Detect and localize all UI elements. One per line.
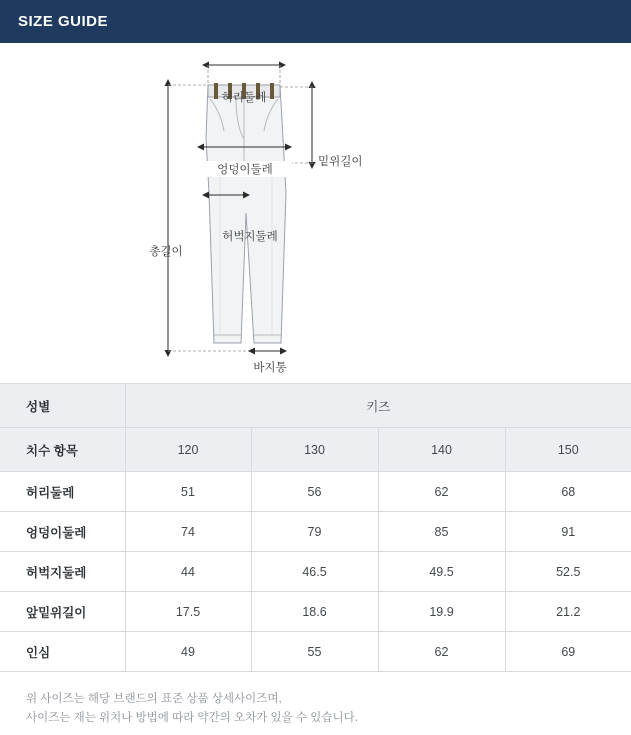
table-cell: 51 [125,472,251,512]
page-header [0,0,631,43]
table-cell: 21.2 [505,592,631,632]
row-label: 앞밑위길이 [0,592,125,632]
table-row [0,512,631,552]
note-line: 사이즈는 재는 위치나 방법에 따라 약간의 오차가 있을 수 있습니다. [26,712,358,724]
row-label-size-item: 치수 항목 [0,428,125,472]
table-cell: 46.5 [251,552,378,592]
table-row [0,472,631,512]
table-cell: 56 [251,472,378,512]
pants-diagram-svg [140,43,490,383]
row-label: 인심 [0,632,125,672]
row-label: 허리둘레 [0,472,125,512]
footer-notes [0,672,631,728]
diagram-label-rise: 밑위길이 [318,156,363,168]
diagram-label-hem: 바지통 [253,362,287,374]
pants-illustration [206,83,286,343]
table-cell: 69 [505,632,631,672]
table-cell: 44 [125,552,251,592]
table-cell: 74 [125,512,251,552]
table-cell: 49 [125,632,251,672]
diagram-label-hip: 엉덩이둘레 [198,161,292,177]
table-cell: 62 [378,632,505,672]
gender-value: 키즈 [125,384,631,428]
table-cell: 17.5 [125,592,251,632]
size-header-cell: 130 [251,428,378,472]
table-row [0,632,631,672]
diagram-label-waist: 허리둘레 [221,92,267,104]
table-cell: 52.5 [505,552,631,592]
row-label: 엉덩이둘레 [0,512,125,552]
size-header-cell: 150 [505,428,631,472]
diagram-inner [140,43,490,383]
table-cell: 62 [378,472,505,512]
table-cell: 91 [505,512,631,552]
table-row [0,552,631,592]
table-row [0,592,631,632]
table-cell: 55 [251,632,378,672]
table-cell: 18.6 [251,592,378,632]
row-label: 허벅지둘레 [0,552,125,592]
table-row-gender [0,384,631,428]
table-cell: 19.9 [378,592,505,632]
size-table [0,383,631,672]
table-cell: 79 [251,512,378,552]
size-header-cell: 120 [125,428,251,472]
diagram-label-thigh: 허벅지둘레 [222,231,278,243]
table-cell: 85 [378,512,505,552]
diagram-label-total-length: 총길이 [149,246,183,258]
table-cell: 49.5 [378,552,505,592]
table-row-size-header [0,428,631,472]
row-label-gender: 성별 [0,384,125,428]
pants-measurement-diagram [0,43,631,383]
note-line: 위 사이즈는 해당 브랜드의 표준 상품 상세사이즈며, [26,693,282,705]
page-title: SIZE GUIDE [18,13,109,30]
table-cell: 68 [505,472,631,512]
size-header-cell: 140 [378,428,505,472]
